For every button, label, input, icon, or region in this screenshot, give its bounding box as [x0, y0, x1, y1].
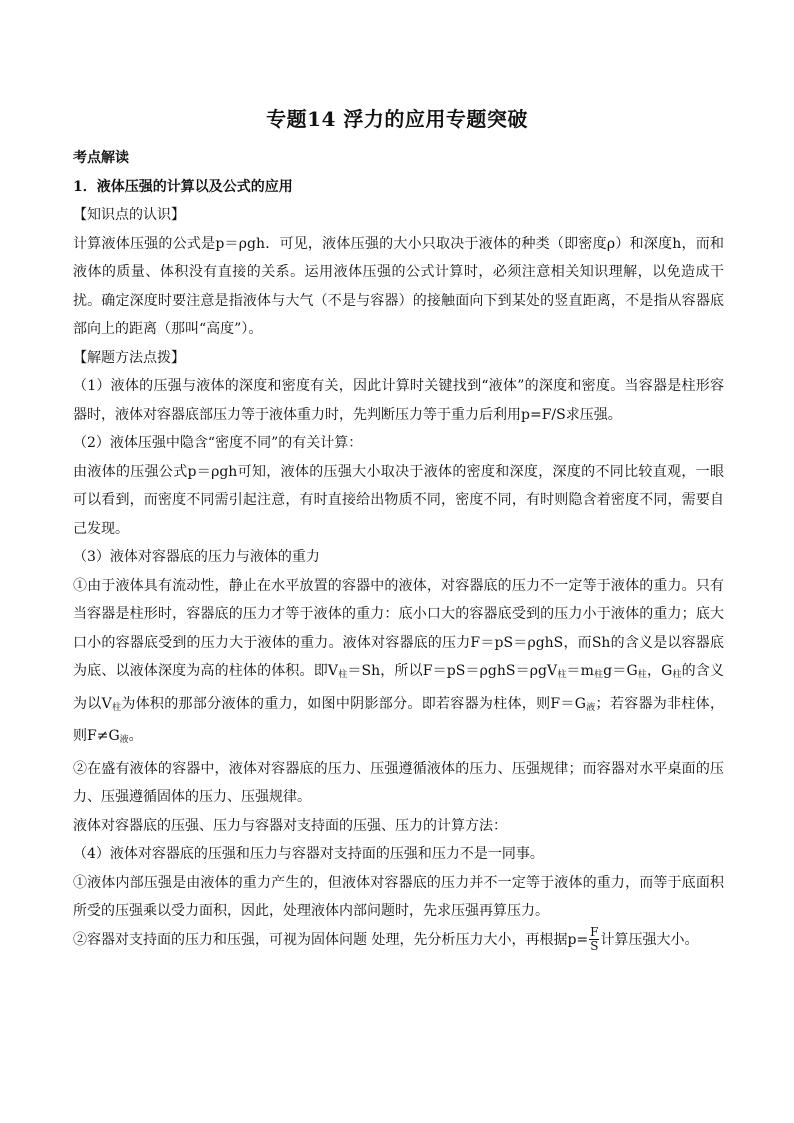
fraction-denominator: S	[590, 939, 599, 953]
document-body	[73, 144, 724, 954]
calc-method-line: 液体对容器底的压强、压力与容器对支持面的压强、压力的计算方法：	[73, 817, 507, 834]
method-2-title: （2）液体压强中隐含“密度不同”的有关计算：	[73, 435, 363, 451]
text-run: g＝G	[603, 663, 638, 679]
knowledge-paragraph: 计算液体压强的公式是p＝ρgh．可见，液体压强的大小只取决于液体的种类（即密度ρ）和深度h，而和液体的质量、体积没有直接的关系。运用液体压强的公式计算时，必须注意相关知识理解，以免造成干扰。确定深度时要注意是指液体与大气（不是与容器）的接触面向下到某处的竖直距离，不是指从容器底部向上的距离（那叫“高度”）。	[73, 235, 724, 337]
method-3-paragraph-1	[73, 572, 724, 755]
text-run: ，G	[646, 663, 673, 679]
fraction-numerator: F	[590, 925, 599, 939]
subscript-zhu: 柱	[557, 670, 567, 680]
text-run: 为体积的那部分液体的重力，如图中阴影部分。即若容器为柱体，则F＝G	[121, 695, 586, 712]
subscript-ye: 液	[585, 702, 596, 713]
text-run: 的含义为以V	[73, 663, 724, 712]
text-run: 计算压强大小。	[600, 931, 699, 948]
subscript-zhu: 柱	[111, 702, 122, 713]
text-run: ①由于液体具有流动性，静止在水平放置的容器中的液体，对容器底的压力不一定等于液体的重力。只有当容器是柱形时，容器底的压力才等于液体的重力：底小口大的容器底受到的压力小于液体的重力；底大口小的容器底受到的压力大于液体的重力。液体对容器底的压力F＝pS＝ρghS，而Sh的含义是以容器底为底、以液体深度为高的柱体的体积。即V	[73, 577, 724, 679]
text-run: ②容器对支持面的压力和压强，可视为固体问题 处理，先分析压力大小，再根据p=	[73, 931, 589, 948]
fraction-f-over-s	[589, 926, 599, 953]
method-3-paragraph-2: ②在盛有液体的容器中，液体对容器底的压力、压强遵循液体的压力、压强规律；而容器对水平桌面的压力、压强遵循固体的压力、压强规律。	[73, 760, 724, 805]
text-run: ；若容器为非柱体，则F≠G	[73, 695, 724, 744]
subscript-zhu: 柱	[637, 670, 647, 680]
subsection-heading: 1．液体压强的计算以及公式的应用	[73, 178, 293, 195]
method-3-title: （3）液体对容器底的压力与液体的重力	[73, 549, 320, 565]
method-heading: 【解题方法点拨】	[73, 349, 185, 366]
text-run: ＝Sh，所以F＝pS＝ρghS＝ρgV	[347, 663, 558, 679]
subscript-zhu: 柱	[672, 670, 682, 680]
knowledge-heading: 【知识点的认识】	[73, 207, 185, 223]
method-4-paragraph-2	[73, 926, 724, 955]
subscript-ye: 液	[119, 735, 129, 745]
section-heading: 考点解读	[73, 150, 129, 166]
method-2-paragraph: 由液体的压强公式p＝ρgh可知，液体的压强大小取决于液体的密度和深度，深度的不同比较直观，一眼可以看到，而密度不同需引起注意，有时直接给出物质不同，密度不同，有时则隐含着密度不同，需要自己发现。	[73, 463, 724, 537]
method-1-paragraph: （1）液体的压强与液体的深度和密度有关，因此计算时关键找到“液体”的深度和密度。当容器是柱形容器时，液体对容器底部压力等于液体重力时，先判断压力等于重力后利用p=F/S求压强。	[73, 378, 724, 423]
subscript-zhu: 柱	[593, 670, 604, 680]
text-run: ＝m	[566, 663, 594, 679]
method-4-title: （4）液体对容器底的压强和压力与容器对支持面的压强和压力不是一同事。	[73, 846, 544, 862]
subscript-zhu: 柱	[338, 670, 348, 680]
method-4-paragraph-1: ①液体内部压强是由液体的重力产生的，但液体对容器底的压力并不一定等于液体的重力，而等于底面积所受的压强乘以受力面积，因此，处理液体内部问题时，先求压强再算压力。	[73, 874, 724, 919]
text-run: 。	[128, 728, 143, 744]
document-title: 专题14 浮力的应用专题突破	[266, 107, 528, 131]
